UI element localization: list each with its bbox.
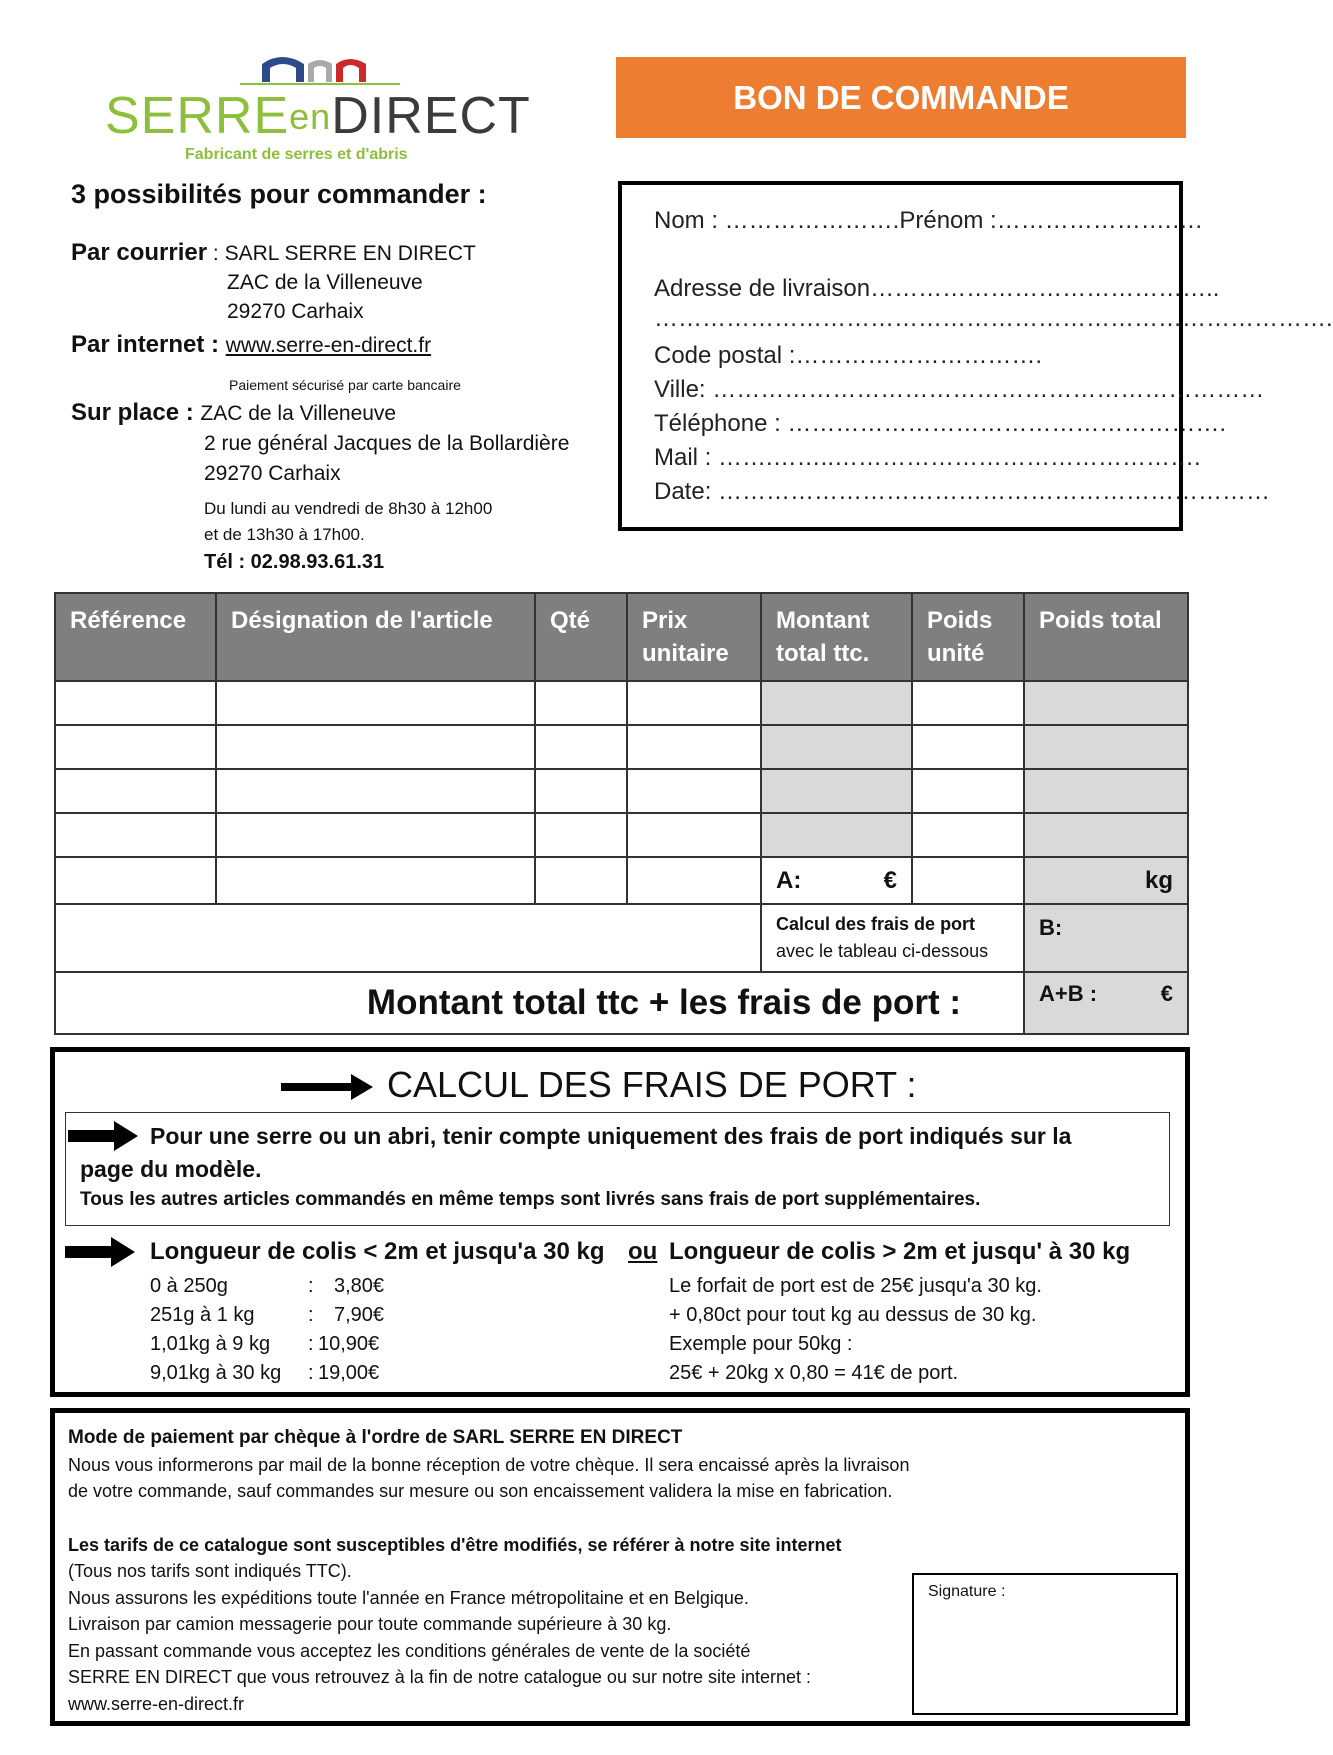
long-rule-line: Exemple pour 50kg : bbox=[669, 1333, 853, 1355]
cell-poids-unite[interactable] bbox=[912, 681, 1024, 725]
cell-poids-total bbox=[1024, 725, 1188, 769]
web-payment-note: Paiement sécurisé par carte bancaire bbox=[229, 377, 461, 393]
table-row bbox=[55, 769, 1188, 813]
cell-poids-unite[interactable] bbox=[912, 769, 1024, 813]
cell-montant bbox=[761, 725, 912, 769]
mail-sep: : bbox=[207, 242, 225, 265]
grand-total-cell[interactable] bbox=[1024, 972, 1188, 1034]
field-adresse[interactable]: Adresse de livraison…………………………………….. bbox=[654, 275, 1220, 302]
cell-poids-total bbox=[1024, 813, 1188, 857]
cell-reference[interactable] bbox=[55, 857, 216, 904]
euro-symbol: € bbox=[883, 866, 897, 894]
cell-qte[interactable] bbox=[535, 769, 627, 813]
payment-line: Nous assurons les expéditions toute l'année en France métropolitaine et en Belgique. bbox=[68, 1587, 749, 1608]
logo-direct: DIRECT bbox=[331, 87, 531, 145]
long-parcel-title: Longueur de colis > 2m et jusqu' à 30 kg bbox=[669, 1238, 1131, 1265]
cell-reference[interactable] bbox=[55, 769, 216, 813]
website-link[interactable]: www.serre-en-direct.fr bbox=[225, 334, 432, 357]
grand-total-row bbox=[55, 972, 1188, 1034]
place-line-2: 2 rue général Jacques de la Bollardière bbox=[204, 432, 570, 455]
logo-serre: SERRE bbox=[105, 87, 290, 145]
cell-prix[interactable] bbox=[627, 681, 761, 725]
customer-info-box bbox=[618, 181, 1333, 531]
payment-line: En passant commande vous acceptez les conditions générales de vente de la société bbox=[68, 1640, 751, 1661]
cell-poids-total bbox=[1024, 769, 1188, 813]
header-qte: Qté bbox=[535, 593, 627, 681]
cell-designation[interactable] bbox=[216, 681, 535, 725]
mail-line-2: ZAC de la Villeneuve bbox=[227, 271, 423, 294]
payment-paragraph-2: de votre commande, sauf commandes sur mesure ou son encaissement validera la mise en fabrication. bbox=[68, 1481, 893, 1501]
long-rule-line: 25€ + 20kg x 0,80 = 41€ de port. bbox=[669, 1362, 959, 1384]
cell-reference[interactable] bbox=[55, 725, 216, 769]
place-line-1: ZAC de la Villeneuve bbox=[200, 402, 397, 425]
long-parcel-rules bbox=[669, 1272, 1042, 1388]
cell-designation[interactable] bbox=[216, 813, 535, 857]
cell-qte[interactable] bbox=[535, 813, 627, 857]
cell-designation[interactable] bbox=[216, 725, 535, 769]
cell-qte[interactable] bbox=[535, 725, 627, 769]
mail-line-3: 29270 Carhaix bbox=[227, 300, 364, 323]
cell-reference[interactable] bbox=[55, 813, 216, 857]
shipping-title: CALCUL DES FRAIS DE PORT : bbox=[387, 1064, 917, 1105]
subtotal-a-label: A: bbox=[776, 866, 802, 894]
cell-poids-unite[interactable] bbox=[912, 725, 1024, 769]
shipping-row bbox=[55, 904, 1188, 972]
order-table bbox=[54, 592, 1189, 1035]
hours-line-2: et de 13h30 à 17h00. bbox=[204, 525, 365, 544]
field-nom-prenom[interactable]: Nom : ………………….Prénom :………………….…. bbox=[654, 207, 1203, 234]
subtotal-row bbox=[55, 857, 1188, 904]
cell-prix[interactable] bbox=[627, 769, 761, 813]
order-form-title: BON DE COMMANDE bbox=[616, 57, 1186, 138]
place-line-3: 29270 Carhaix bbox=[204, 462, 341, 485]
payment-paragraph-1: Nous vous informerons par mail de la bonne réception de votre chèque. Il sera encaissé après la livraison bbox=[68, 1454, 910, 1475]
cell-qte[interactable] bbox=[535, 857, 627, 904]
long-rule-line: + 0,80ct pour tout kg au dessus de 30 kg. bbox=[669, 1304, 1037, 1326]
tarifs-title: Les tarifs de ce catalogue sont susceptibles d'être modifiés, se référer à notre site internet bbox=[68, 1534, 842, 1555]
payment-title: Mode de paiement par chèque à l'ordre de SARL SERRE EN DIRECT bbox=[68, 1427, 683, 1448]
shipping-note-1: Pour une serre ou un abri, tenir compte uniquement des frais de port indiqués sur la bbox=[150, 1123, 1072, 1149]
shipping-calc-line-1: Calcul des frais de port bbox=[776, 914, 976, 934]
cell-designation[interactable] bbox=[216, 857, 535, 904]
hours-line-1: Du lundi au vendredi de 8h30 à 12h00 bbox=[204, 499, 493, 518]
field-adresse-2[interactable]: …………………………………………………………………………. bbox=[654, 305, 1333, 332]
long-rule-line: Le forfait de port est de 25€ jusqu'a 30 kg. bbox=[669, 1275, 1042, 1297]
arrow-right-icon bbox=[281, 1074, 373, 1100]
cell-prix[interactable] bbox=[627, 813, 761, 857]
cell-montant bbox=[761, 681, 912, 725]
rate-row: 251g à 1 kg : 7,90€ bbox=[150, 1304, 385, 1326]
greenhouse-logo-icon bbox=[260, 50, 370, 84]
field-telephone[interactable]: Téléphone : ………………………………………………. bbox=[654, 410, 1227, 437]
arrow-right-icon bbox=[68, 1121, 138, 1151]
rate-row: 1,01kg à 9 kg : 10,90€ bbox=[150, 1333, 380, 1355]
field-mail[interactable]: Mail : …….……..………………………………………. bbox=[654, 444, 1201, 471]
table-row bbox=[55, 725, 1188, 769]
kg-unit: kg bbox=[1144, 866, 1173, 894]
shipping-calc-box bbox=[50, 1047, 1190, 1397]
or-separator: ou bbox=[628, 1238, 658, 1265]
table-row bbox=[55, 681, 1188, 725]
rates-list bbox=[150, 1272, 384, 1388]
euro-symbol: € bbox=[1160, 981, 1173, 1006]
place-label: Sur place : bbox=[71, 399, 201, 426]
field-date[interactable]: Date: …………………………………………………………… bbox=[654, 478, 1271, 505]
table-header-row bbox=[55, 593, 1188, 681]
payment-line: (Tous nos tarifs sont indiqués TTC). bbox=[68, 1561, 352, 1581]
rate-row: 0 à 250g : 3,80€ bbox=[150, 1275, 385, 1297]
subtotal-a-cell[interactable] bbox=[761, 857, 912, 904]
short-parcel-title: Longueur de colis < 2m et jusqu'a 30 kg bbox=[150, 1238, 605, 1265]
header-designation: Désignation de l'article bbox=[216, 593, 535, 681]
payment-line: Livraison par camion messagerie pour toute commande supérieure à 30 kg. bbox=[68, 1614, 672, 1634]
order-ways-title: 3 possibilités pour commander : bbox=[71, 179, 487, 209]
cell-poids-total bbox=[1024, 681, 1188, 725]
arrow-right-icon bbox=[65, 1237, 135, 1267]
shipping-note-2: Tous les autres articles commandés en même temps sont livrés sans frais de port supplémentaires. bbox=[80, 1189, 981, 1210]
company-logo bbox=[105, 50, 531, 165]
cell-poids-unite[interactable] bbox=[912, 813, 1024, 857]
field-code-postal[interactable]: Code postal :…………………………. bbox=[654, 342, 1043, 369]
logo-en: en bbox=[289, 96, 332, 137]
cell-designation[interactable] bbox=[216, 769, 535, 813]
header-poids-unite: Poids unité bbox=[912, 593, 1024, 681]
shipping-note-box bbox=[65, 1112, 1170, 1226]
field-ville[interactable]: Ville: …………………………………………………………… bbox=[654, 376, 1265, 403]
cell-montant bbox=[761, 813, 912, 857]
web-label: Par internet : bbox=[71, 331, 226, 358]
cell-montant bbox=[761, 769, 912, 813]
cell-prix[interactable] bbox=[627, 857, 761, 904]
mail-label: Par courrier bbox=[71, 239, 208, 266]
shipping-note-1b: page du modèle. bbox=[80, 1156, 262, 1182]
shipping-calc-note bbox=[761, 904, 1024, 972]
signature-box[interactable] bbox=[912, 1573, 1178, 1715]
mail-line-1: SARL SERRE EN DIRECT bbox=[224, 242, 476, 265]
grand-total-label: Montant total ttc + les frais de port : bbox=[55, 972, 1024, 1034]
shipping-calc-line-2: avec le tableau ci-dessous bbox=[776, 941, 989, 961]
shipping-b-cell[interactable] bbox=[1024, 904, 1188, 972]
cell-qte[interactable] bbox=[535, 681, 627, 725]
payment-website: www.serre-en-direct.fr bbox=[68, 1693, 245, 1714]
phone-number: Tél : 02.98.93.61.31 bbox=[204, 551, 385, 573]
header-montant-total: Montant total ttc. bbox=[761, 593, 912, 681]
header-poids-total: Poids total bbox=[1024, 593, 1188, 681]
cell-prix[interactable] bbox=[627, 725, 761, 769]
header-prix-unitaire: Prix unitaire bbox=[627, 593, 761, 681]
signature-label: Signature : bbox=[928, 1583, 1006, 1600]
subtotal-kg-cell[interactable] bbox=[1024, 857, 1188, 904]
shipping-b-label: B: bbox=[1039, 915, 1063, 940]
header-reference: Référence bbox=[55, 593, 216, 681]
cell-reference[interactable] bbox=[55, 681, 216, 725]
table-row bbox=[55, 813, 1188, 857]
cell-poids-unite[interactable] bbox=[912, 857, 1024, 904]
rate-row: 9,01kg à 30 kg : 19,00€ bbox=[150, 1362, 380, 1384]
payment-line: SERRE EN DIRECT que vous retrouvez à la fin de notre catalogue ou sur notre site internet : bbox=[68, 1667, 812, 1687]
grand-total-ab-label: A+B : bbox=[1039, 981, 1098, 1006]
logo-tagline: Fabricant de serres et d'abris bbox=[185, 146, 408, 163]
